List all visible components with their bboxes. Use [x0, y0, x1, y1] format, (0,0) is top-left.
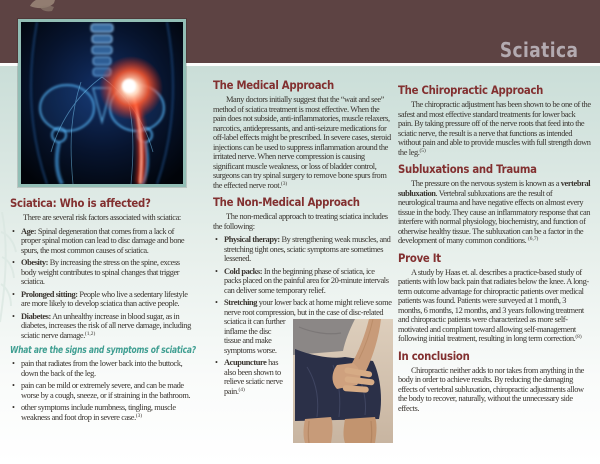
heading-signs-symptoms: What are the signs and symptoms of sciatica? — [10, 345, 196, 356]
heading-in-conclusion: In conclusion — [398, 348, 470, 363]
symptom-list — [10, 359, 194, 422]
list-item: • Obesity: By increasing the stress on the spine, excess body weight contributes to spinal changes that trigger sciatica. — [10, 258, 194, 287]
pelvis-xray-image — [18, 19, 186, 187]
list-item: • Cold packs: In the beginning phase of sciatica, ice packs placed on the painful area for 20-minute intervals can deliver some temporary relief. — [213, 267, 393, 296]
risk-factor-list — [10, 227, 194, 341]
heading-who-is-affected: Sciatica: Who is affected? — [10, 196, 151, 210]
heading-chiropractic-approach: The Chiropractic Approach — [398, 83, 544, 97]
logo-icon — [26, 0, 60, 15]
intro-paragraph: There are several risk factors associated with sciatica: — [23, 213, 181, 222]
middle-column — [213, 79, 393, 443]
chiropractic-paragraph: The chiropractic adjustment has been shown to be one of the safest and most effective standard treatments for lower back pain. By taking pressure off of the nerve roots that feed into the sciatic nerve, the result is a nerve that functions as intended without pain and able to provide muscles with full strength down the leg.$^{(5)}$ — [398, 100, 591, 157]
subluxations-paragraph: The pressure on the nervous system is known as a vertebral subluxation. Vertebral subluxations are the result of neurological trauma and have negative effects on almost every tissue in the body. They cause an inflammatory response that can interfere with normal physiology, biochemistry, and function of otherwise healthy tissue. The subluxation can be a factor in the development of many common conditions. $^{(6,7)}$ — [398, 179, 591, 245]
list-item: • Prolonged sitting: People who live a sedentary lifestyle are more likely to develop sciatica than active people. — [10, 290, 194, 309]
list-item: • other symptoms include numbness, tingling, muscle weakness and foot drop in severe case.$^{(3)}$ — [10, 403, 194, 422]
conclusion-paragraph: Chiropractic neither adds to nor takes from anything in the body in order to achieve results. By reducing the damaging effects of vertebral subluxation, chiropractic adjustments allow the body to recover, naturally, without the unnecessary side effects. — [398, 365, 584, 413]
list-item: • Physical therapy: By strengthening weak muscles, and stretching tight ones, sciatic symptoms are sometimes lessened. — [213, 235, 393, 264]
left-column — [10, 197, 194, 425]
heading-subluxations-trauma: Subluxations and Trauma — [398, 162, 537, 176]
heading-prove-it: Prove It — [398, 250, 441, 265]
heading-non-medical-approach: The Non-Medical Approach — [213, 195, 360, 209]
prove-it-paragraph: A study by Haas et. al. describes a practice-based study of patients with low back pain that radiates below the knee. A long-term outcome advantage for chiropractic patients over medical patients was found. Patients were surveyed at 1 month, 3 months, 6 months, 12 months, and 3 years following treatment and chiropractic patients were characterized as more self-motivated and compliant toward allowing self-management following initial treatment, resulting in long term correction.$^{(8)}$ — [398, 267, 589, 343]
page-title: Sciatica — [499, 38, 578, 62]
non-medical-list — [213, 235, 393, 396]
list-item: • Stretching your lower back at home might relieve some nerve root compression, but in the case of disc-related sciatica it can further inflame the disc tissue and make symptoms worse. — [213, 298, 393, 355]
list-item: • Age: Spinal degeneration that comes from a lack of proper spinal motion can lead to disc damage and bone spurs, the most common causes of sciatica. — [10, 227, 194, 256]
list-item: • pain can be mild or extremely severe, and can be made worse by a cough, sneeze, or if straining in the bathroom. — [10, 381, 194, 400]
list-item: • Diabetes: An unhealthy increase in blood sugar, as in diabetes, increases the risk of all nerve damage, including sciatic nerve damage.$^{(1,2)}$ — [10, 312, 194, 341]
medical-paragraph: Many doctors initially suggest that the “wait and see” method of sciatica treatment is most effective. When the pain does not subside, anti-inflammatories, muscle relaxers, narcotics, antidepressants, and anti-seizure medications for off-label effects might be prescribed. In severe cases, steroid injections can be used to suppress inflammation around the irritated nerve. When nerve compression is causing significant muscle weakness, or loss of bladder control, surgeons can try spinal surgery to remove bone spurs from the effected nerve root.$^{(3)}$ — [213, 95, 391, 190]
list-item: • pain that radiates from the lower back into the buttock, down the back of the leg. — [10, 359, 194, 378]
right-column — [398, 84, 591, 417]
heading-medical-approach: The Medical Approach — [213, 78, 334, 92]
list-item: • Acupuncture has also been shown to relieve sciatic nerve pain.$^{(4)}$ — [213, 358, 393, 396]
non-medical-intro: The non-medical approach to treating sciatica includes the following: — [213, 212, 388, 231]
